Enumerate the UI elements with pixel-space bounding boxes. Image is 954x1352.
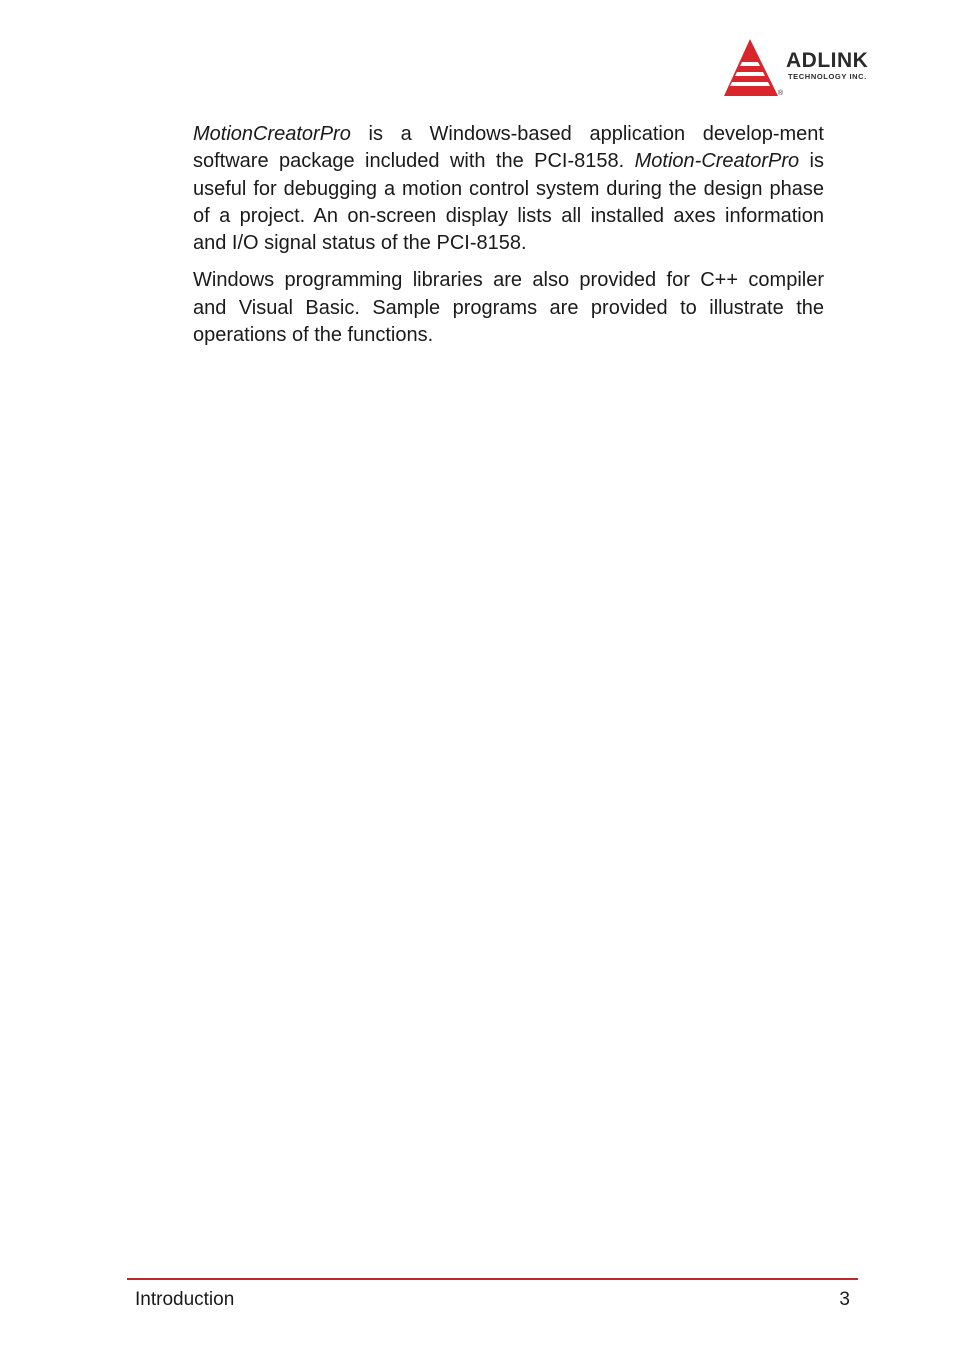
logo-subtitle: TECHNOLOGY INC. [788, 72, 867, 81]
paragraph-text: is useful for debugging a motion control system during the design phase of a project. An on-screen display lists all installed axes information and I/O signal status of the PCI-8158. [193, 150, 824, 255]
paragraph-libraries: Windows programming libraries are also provided for C++ compiler and Visual Basic. Sample programs are provided to illustrate the operations of the functions. [193, 269, 824, 347]
page-number: 3 [839, 1289, 850, 1310]
footer-section-title: Introduction [135, 1289, 235, 1310]
product-name: MotionCreatorPro [193, 123, 351, 145]
product-name: Motion-CreatorPro [634, 150, 800, 173]
paragraph-motioncreatorpro [193, 121, 824, 257]
adlink-logo [722, 38, 912, 100]
logo-registered-mark: ® [778, 90, 784, 97]
adlink-triangle-icon [722, 38, 784, 100]
page-body [193, 121, 824, 359]
paragraph-text: is a Windows-based application develop-ment software package included with the PCI-8158. [193, 123, 824, 173]
logo-name: ADLINK [786, 49, 869, 72]
footer-divider [127, 1278, 858, 1280]
